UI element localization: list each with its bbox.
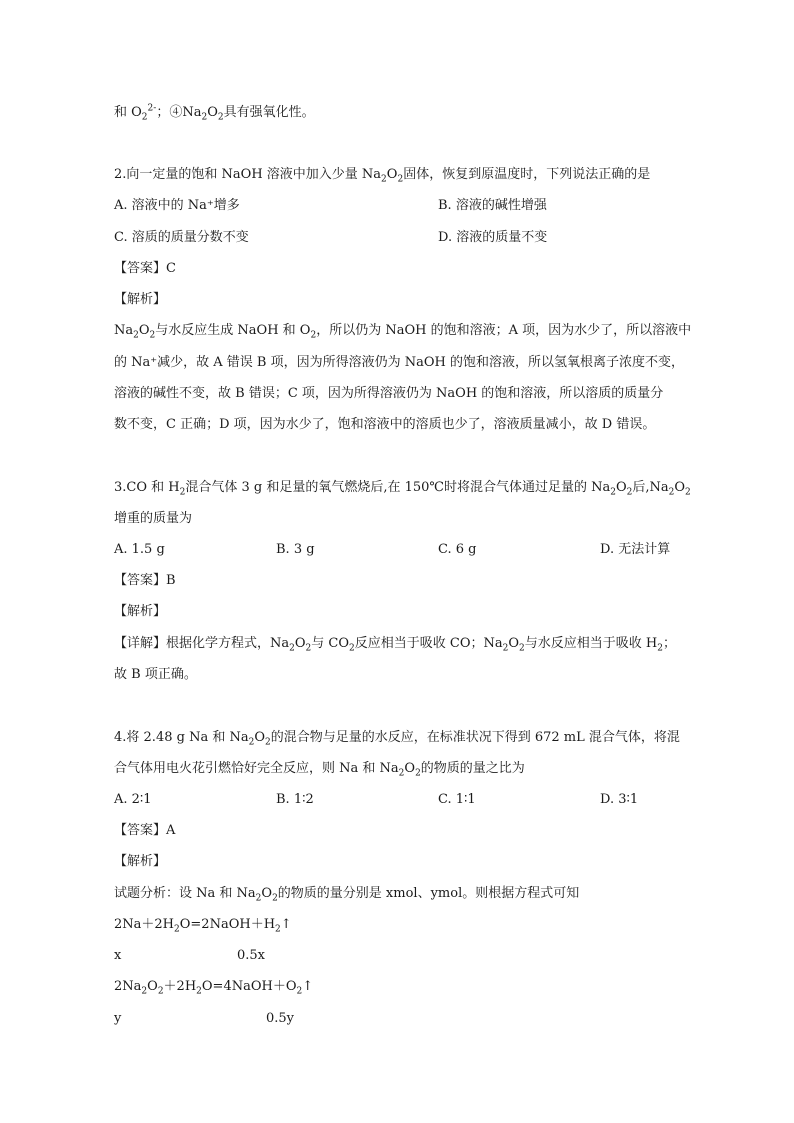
q3-option-c: C. 6 g [438, 542, 477, 557]
text: 2Na＋2H [114, 917, 175, 932]
q4-analysis-line-1 [114, 885, 579, 903]
q4-analysis-title: 【解析】 [114, 854, 167, 869]
q3-answer: 【答案】B [114, 573, 176, 588]
text: ，所以仍为 NaOH 的饱和溶液；A 项，因为水少了，所以溶液中 [316, 323, 692, 338]
text: O [254, 730, 265, 745]
text: 反应相当于吸收 CO；Na [354, 636, 503, 651]
subscript: 2 [381, 174, 387, 185]
subscript: 2 [305, 643, 312, 654]
q4-equation-2 [114, 978, 313, 996]
q4-eq2-value: 0.5y [266, 1011, 295, 1026]
text: 合气体用电火花引燃恰好完全反应，则 Na 和 Na [114, 761, 399, 776]
q3-option-b: B. 3 g [276, 542, 315, 557]
q2-stem-b: O [386, 167, 398, 182]
subscript: 2 [201, 112, 208, 123]
subscript: 2 [248, 737, 255, 748]
text: O [404, 761, 416, 776]
text: 的物质的量分别是 xmol、ymol。则根据方程式可知 [277, 886, 580, 901]
text: O [147, 979, 158, 994]
text: O=2NaOH＋H [179, 917, 276, 932]
superscript: 2- [147, 103, 157, 114]
q2-option-a: A. 溶液中的 Na⁺增多 [114, 198, 240, 213]
q2-stem-c: 固体，恢复到原温度时，下列说法正确的是 [403, 167, 651, 182]
q4-stem-line-2 [114, 760, 525, 778]
q2-answer: 【答案】C [114, 261, 176, 276]
q3-stem [114, 479, 691, 497]
subscript: 2 [265, 737, 271, 748]
q4-eq1-x: x [114, 948, 122, 963]
text: 后,Na [632, 480, 669, 495]
q4-option-b: B. 1∶2 [276, 792, 314, 807]
text: 4.将 2.48 g Na 和 Na [114, 730, 249, 745]
subscript: 2 [310, 330, 317, 341]
q2-stem [114, 166, 650, 184]
subscript: 2 [349, 643, 355, 654]
subscript: 2 [255, 893, 262, 904]
text: 的物质的量之比为 [420, 761, 525, 776]
text: 混合气体 3 g 和足量的氧气燃烧后,在 150℃时将混合气体通过足量的 Na [185, 480, 611, 495]
subscript: 2 [398, 768, 405, 779]
text: ＋2H [163, 979, 197, 994]
text: O=4NaOH＋O [201, 979, 297, 994]
text: 的混合物与足量的水反应，在标准状况下得到 672 mL 混合气体，将混 [270, 730, 680, 745]
q4-equation-1 [114, 916, 292, 934]
q2-analysis-title: 【解析】 [114, 292, 167, 307]
subscript: 2 [141, 112, 148, 123]
text: 与水反应生成 NaOH 和 O [155, 323, 311, 338]
q3-analysis-title: 【解析】 [114, 604, 167, 619]
q3-option-a: A. 1.5 g [114, 542, 165, 557]
q4-answer: 【答案】A [114, 823, 176, 838]
text: 【详解】根据化学方程式，Na [114, 636, 290, 651]
q3-stem-line-2: 增重的质量为 [114, 511, 193, 526]
q4-option-c: C. 1∶1 [438, 792, 476, 807]
subscript: 2 [272, 893, 278, 904]
subscript: 2 [174, 924, 180, 935]
q2-analysis-line-4: 数不变，C 正确；D 项，因为水少了，饱和溶液中的溶质也少了，溶液质量减小，故 D 错误。 [114, 417, 656, 432]
q3-option-d: D. 无法计算 [600, 542, 671, 557]
text: 试题分析：设 Na 和 Na [114, 886, 256, 901]
subscript: 2 [149, 330, 156, 341]
text: 3.CO 和 H [114, 480, 180, 495]
text: ； [663, 636, 677, 651]
text: O [508, 636, 520, 651]
q2-stem-a: 2.向一定量的饱和 NaOH 溶液中加入少量 Na [114, 167, 382, 182]
q4-option-a: A. 2∶1 [114, 792, 152, 807]
q2-option-b: B. 溶液的碱性增强 [438, 198, 547, 213]
q3-detail-line-2: 故 B 项正确。 [114, 667, 197, 682]
q4-stem [114, 729, 680, 747]
subscript: 2 [668, 487, 675, 498]
text: O [294, 636, 306, 651]
subscript: 2 [610, 487, 616, 498]
subscript: 2 [141, 986, 148, 997]
intro-text-c: O [207, 105, 218, 120]
text: O [261, 886, 273, 901]
subscript: 2 [217, 112, 224, 123]
subscript: 2 [397, 174, 404, 185]
subscript: 2 [415, 768, 421, 779]
q2-analysis-line-1 [114, 322, 691, 340]
text: 与水反应相当于吸收 H [524, 636, 658, 651]
subscript: 2 [179, 487, 186, 498]
subscript: 2 [296, 986, 303, 997]
q2-option-d: D. 溶液的质量不变 [438, 230, 548, 245]
text: Na [114, 323, 134, 338]
text: O [138, 323, 150, 338]
text: O [674, 480, 686, 495]
subscript: 2 [275, 924, 281, 935]
text: O [615, 480, 627, 495]
subscript: 2 [289, 643, 295, 654]
q2-analysis-line-2: 的 Na⁺减少，故 A 错误 B 项，因为所得溶液仍为 NaOH 的饱和溶液，所以氢氧根离子浓度不变， [114, 355, 684, 370]
q2-analysis-line-3: 溶液的碱性不变，故 B 错误；C 项，因为所得溶液仍为 NaOH 的饱和溶液，所以溶质的质量分 [114, 386, 664, 401]
subscript: 2 [685, 487, 691, 498]
subscript: 2 [133, 330, 139, 341]
q4-option-d: D. 3∶1 [600, 792, 639, 807]
subscript: 2 [196, 986, 202, 997]
intro-text-a: 和 O [114, 105, 142, 120]
text: 2Na [114, 979, 142, 994]
subscript: 2 [157, 986, 164, 997]
subscript: 2 [502, 643, 509, 654]
text: 与 CO [311, 636, 350, 651]
q4-eq2-y: y [114, 1011, 122, 1026]
subscript: 2 [626, 487, 633, 498]
q2-option-c: C. 溶质的质量分数不变 [114, 230, 249, 245]
intro-line [114, 104, 315, 122]
q4-eq1-value: 0.5x [237, 948, 266, 963]
text: ↑ [302, 979, 314, 994]
intro-text-d: 具有强氧化性。 [223, 105, 315, 120]
subscript: 2 [657, 643, 663, 654]
intro-text-b: ；④Na [156, 105, 202, 120]
text: ↑ [280, 917, 292, 932]
subscript: 2 [519, 643, 525, 654]
q3-detail-line-1 [114, 635, 676, 653]
